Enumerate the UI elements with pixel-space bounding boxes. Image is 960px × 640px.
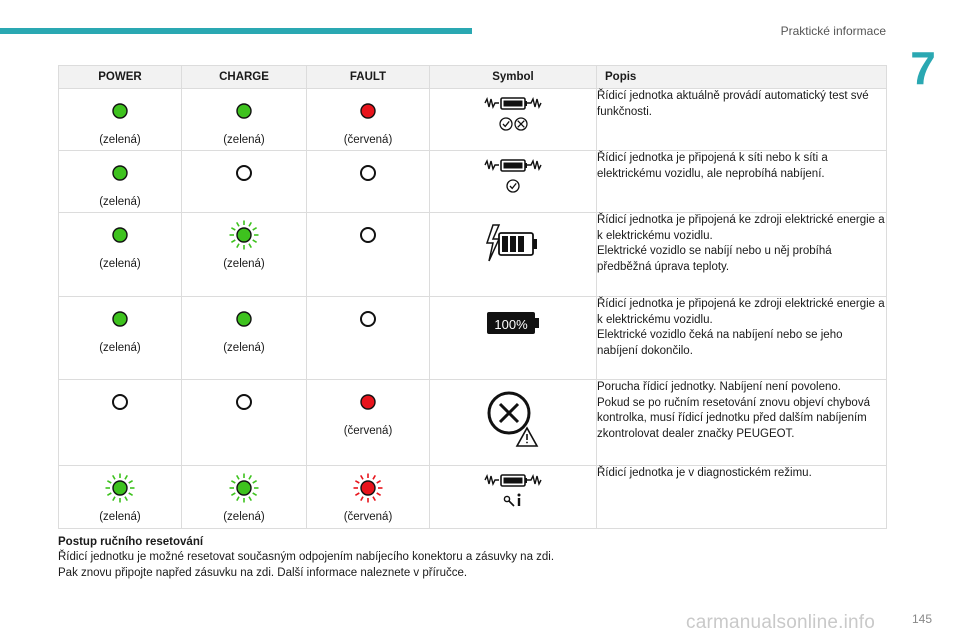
fault-led-cell <box>307 151 430 213</box>
description-text: Řídicí jednotka aktuálně provádí automatický test své funkčnosti. <box>597 90 869 118</box>
charge-led-green-blink-icon <box>182 219 306 251</box>
charge-led-green-blink-icon <box>182 472 306 504</box>
header-accent-bar <box>0 28 472 34</box>
description-text: Porucha řídicí jednotky. Nabíjení není povoleno. Pokud se po ručním resetování znovu objeví chybová kontrolka, musí řídicí jednotku před dalším nabíjením zkontrolovat dealer značky PEUGEOT. <box>597 381 870 440</box>
charge-led-off-icon <box>182 157 306 189</box>
table-row <box>59 213 887 297</box>
power-led-cell <box>59 466 182 529</box>
power-led-cell <box>59 380 182 466</box>
power-led-off-icon <box>59 386 181 418</box>
description-text: Řídicí jednotka je připojená k síti nebo k síti a elektrickému vozidlu, ale neprobíhá nabíjení. <box>597 152 828 180</box>
table-row <box>59 89 887 151</box>
power-led-green-icon <box>59 157 181 189</box>
led-color-label: (červená) <box>343 511 393 523</box>
fault-led-cell <box>307 380 430 466</box>
symbol-cell <box>430 151 597 213</box>
header-description: Popis <box>597 66 887 89</box>
description-cell <box>597 297 887 380</box>
charge-led-off-icon <box>182 386 306 418</box>
header-fault: FAULT <box>307 66 430 89</box>
power-led-green-icon <box>59 95 181 127</box>
description-cell <box>597 151 887 213</box>
led-color-label: (zelená) <box>223 134 265 146</box>
watermark: carmanualsonline.info <box>686 612 876 633</box>
fault-led-cell <box>307 89 430 151</box>
power-led-cell <box>59 151 182 213</box>
charge-led-green-icon <box>182 95 306 127</box>
power-led-cell <box>59 297 182 380</box>
symbol-cell <box>430 89 597 151</box>
led-status-table <box>58 65 887 529</box>
power-led-green-icon <box>59 303 181 335</box>
led-color-label: (zelená) <box>99 258 141 270</box>
power-led-green-icon <box>59 219 181 251</box>
table-row <box>59 297 887 380</box>
reset-procedure-line: Pak znovu připojte napřed zásuvku na zdi. Další informace naleznete v příručce. <box>58 567 468 579</box>
description-cell <box>597 213 887 297</box>
battery-full-icon <box>430 303 596 343</box>
description-text: Řídicí jednotka je připojená ke zdroji elektrické energie a k elektrickému vozidlu. Elektrické vozidlo se nabíjí nebo u něj probíhá předběžná úprava teploty. <box>597 214 885 273</box>
description-text: Řídicí jednotka je v diagnostickém režimu. <box>597 467 812 479</box>
description-cell <box>597 466 887 529</box>
battery-level-text: 100% <box>494 317 528 332</box>
led-color-label: (zelená) <box>99 511 141 523</box>
symbol-cell <box>430 380 597 466</box>
fault-warning-icon <box>430 386 596 450</box>
fault-led-off-icon <box>307 157 429 189</box>
fault-led-red-icon <box>307 386 429 418</box>
fault-led-cell <box>307 213 430 297</box>
section-title: Praktické informace <box>780 24 886 38</box>
symbol-cell <box>430 213 597 297</box>
header-symbol: Symbol <box>430 66 597 89</box>
charge-led-cell <box>182 151 307 213</box>
fault-led-off-icon <box>307 303 429 335</box>
led-color-label: (červená) <box>343 134 393 146</box>
charge-led-cell <box>182 213 307 297</box>
symbol-cell <box>430 466 597 529</box>
table-row <box>59 151 887 213</box>
charge-led-cell <box>182 297 307 380</box>
reset-procedure-line: Řídicí jednotku je možné resetovat současným odpojením nabíjecího konektoru a zásuvky na zdi. <box>58 551 555 563</box>
led-color-label: (zelená) <box>99 196 141 208</box>
header-power: POWER <box>59 66 182 89</box>
connector-battery-test-icon <box>430 95 596 135</box>
connector-battery-diagnostic-icon <box>430 472 596 512</box>
fault-led-red-blink-icon <box>307 472 429 504</box>
charge-led-cell <box>182 466 307 529</box>
symbol-cell <box>430 297 597 380</box>
led-color-label: (zelená) <box>99 342 141 354</box>
connector-battery-ok-icon <box>430 157 596 197</box>
led-color-label: (zelená) <box>99 134 141 146</box>
fault-led-off-icon <box>307 219 429 251</box>
table-header-row <box>59 66 887 89</box>
fault-led-red-icon <box>307 95 429 127</box>
description-cell <box>597 380 887 466</box>
description-cell <box>597 89 887 151</box>
fault-led-cell <box>307 297 430 380</box>
led-color-label: (zelená) <box>223 511 265 523</box>
header-charge: CHARGE <box>182 66 307 89</box>
power-led-cell <box>59 213 182 297</box>
fault-led-cell <box>307 466 430 529</box>
charge-led-cell <box>182 89 307 151</box>
power-led-cell <box>59 89 182 151</box>
table-row <box>59 466 887 529</box>
table-row <box>59 380 887 466</box>
led-color-label: (zelená) <box>223 258 265 270</box>
page-number: 145 <box>912 612 933 626</box>
led-color-label: (červená) <box>343 425 393 437</box>
chapter-number: 7 <box>910 42 936 94</box>
battery-charging-icon <box>430 219 596 269</box>
description-text: Řídicí jednotka je připojená ke zdroji elektrické energie a k elektrickému vozidlu. Elektrické vozidlo čeká na nabíjení nebo se jeho nabíjení dokončilo. <box>597 298 885 357</box>
led-color-label: (zelená) <box>223 342 265 354</box>
power-led-green-blink-icon <box>59 472 181 504</box>
charge-led-green-icon <box>182 303 306 335</box>
reset-procedure-title: Postup ručního resetování <box>58 536 204 548</box>
charge-led-cell <box>182 380 307 466</box>
